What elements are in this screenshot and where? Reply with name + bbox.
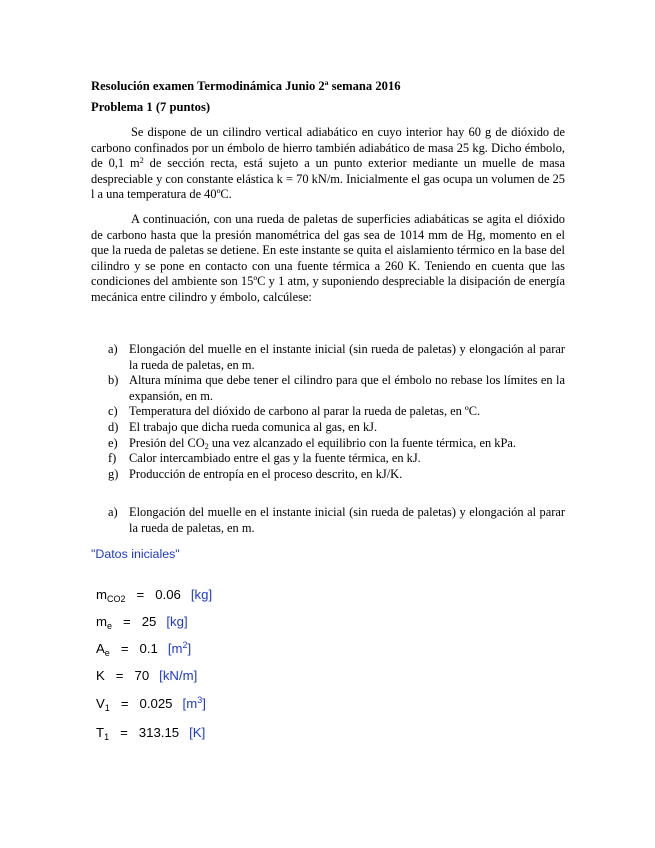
question-letter: a)	[108, 342, 118, 356]
question-text: Elongación del muelle en el instante inicial (sin rueda de paletas) y elongación al parar la rueda de paletas, en m.	[129, 342, 565, 372]
unit-base: [m	[182, 696, 198, 711]
var-symbol: m	[96, 614, 107, 629]
question-item	[91, 467, 565, 483]
question-item	[91, 404, 565, 420]
question-a-repeat	[91, 505, 565, 536]
var-value: 0.1	[139, 641, 158, 656]
question-text: Altura mínima que debe tener el cilindro para que el émbolo no rebase los límites en la expansión, en m.	[129, 373, 565, 403]
var-symbol: A	[96, 641, 105, 656]
document-title: Resolución examen Termodinámica Junio 2ª semana 2016	[91, 79, 401, 93]
para1-superscript: 2	[139, 156, 144, 166]
question-letter: a)	[108, 505, 118, 519]
var-symbol: K	[96, 668, 105, 683]
variable-k	[96, 668, 197, 688]
datos-iniciales-label: "Datos iniciales"	[91, 547, 180, 561]
question-text: Temperatura del dióxido de carbono al parar la rueda de paletas, en ºC.	[129, 404, 481, 419]
question-letter: b)	[108, 373, 119, 388]
problem-heading: Problema 1 (7 puntos)	[91, 100, 211, 114]
para1-text-b: de sección recta, está sujeto a un punto exterior mediante un muelle de masa despreciable y con constante elástica k = 70 kN/m. Inicialmente el gas ocupa un volumen de 25 l a una temperatura de 40ºC.	[91, 156, 565, 202]
equals-sign: =	[120, 641, 129, 656]
question-letter: d)	[108, 419, 119, 434]
question-letter: e)	[108, 435, 118, 450]
question-text: Calor intercambiado entre el gas y la fuente térmica, en kJ.	[129, 451, 421, 466]
var-unit: [kg]	[190, 587, 213, 602]
var-unit	[168, 641, 191, 656]
unit-close: ]	[187, 641, 192, 656]
unit-exponent: 2	[182, 640, 188, 650]
var-unit	[183, 696, 206, 711]
var-unit: [kg]	[166, 614, 188, 629]
question-text-end: una vez alcanzado el equilibrio con la fuente térmica, en kPa.	[208, 435, 516, 450]
unit-close: ]	[202, 696, 206, 711]
question-letter: c)	[108, 404, 118, 419]
var-symbol: V	[96, 696, 105, 711]
unit-base: [m	[167, 641, 183, 656]
equals-sign: =	[115, 668, 124, 683]
problem-paragraph-1	[91, 125, 565, 203]
para1-text-a: Se dispone de un cilindro vertical adiabático en cuyo interior hay 60 g de dióxido de carbono confinados por un émbolo de hierro también adiabático de masa 25 kg. Dicho émbolo, de 0,1 m	[91, 125, 565, 171]
question-text: Elongación del muelle en el instante inicial (sin rueda de paletas) y elongación al parar la rueda de paletas, en m.	[129, 505, 565, 535]
question-item	[91, 436, 565, 452]
question-a-repeat-inner	[91, 505, 565, 536]
var-subscript: CO2	[107, 594, 126, 604]
variable-m-e	[96, 614, 188, 634]
variable-a-e	[96, 641, 191, 661]
question-text: Producción de entropía en el proceso descrito, en kJ/K.	[129, 466, 403, 481]
var-value: 0.025	[139, 696, 173, 711]
co2-subscript: 2	[204, 441, 209, 451]
var-subscript: e	[107, 621, 113, 631]
variable-m-co2	[96, 587, 212, 607]
question-text: El trabajo que dicha rueda comunica al gas, en kJ.	[129, 419, 378, 434]
var-symbol: m	[96, 587, 107, 602]
var-subscript: e	[104, 648, 110, 658]
var-unit: [kN/m]	[159, 668, 198, 683]
var-symbol: T	[96, 725, 105, 740]
equals-sign: =	[136, 587, 145, 602]
question-list	[91, 342, 565, 482]
variable-v1	[96, 696, 206, 716]
var-value: 0.06	[155, 587, 181, 602]
question-letter: g)	[108, 466, 119, 481]
equals-sign: =	[123, 614, 131, 629]
var-value: 70	[134, 668, 150, 683]
question-item	[91, 342, 565, 373]
var-subscript: 1	[104, 732, 110, 742]
question-letter: f)	[108, 451, 117, 466]
var-unit: [K]	[189, 725, 206, 740]
equals-sign: =	[120, 725, 128, 740]
equals-sign: =	[120, 696, 129, 711]
var-subscript: 1	[104, 703, 110, 713]
var-value: 313.15	[138, 725, 180, 740]
var-value: 25	[141, 614, 157, 629]
question-item	[91, 373, 565, 404]
question-text-start: Presión del CO	[129, 435, 205, 450]
variable-t1	[96, 725, 205, 745]
problem-paragraph-2: A continuación, con una rueda de paletas de superficies adiabáticas se agita el dióxido de carbono hasta que la presión manométrica del gas sea de 1014 mm de Hg, momento en el que la rueda de paletas se detiene. En este instante se quita el aislamiento térmico en la base del cilindro y se pone en contacto con una fuente térmica a 260 K. Teniendo en cuenta que las condiciones del ambiente son 15ºC y 1 atm, y suponiendo despreciable la disipación de energía mecánica entre cilindro y émbolo, calcúlese:	[91, 212, 565, 304]
question-item	[91, 420, 565, 436]
unit-exponent: 3	[197, 695, 203, 705]
question-item	[91, 451, 565, 467]
